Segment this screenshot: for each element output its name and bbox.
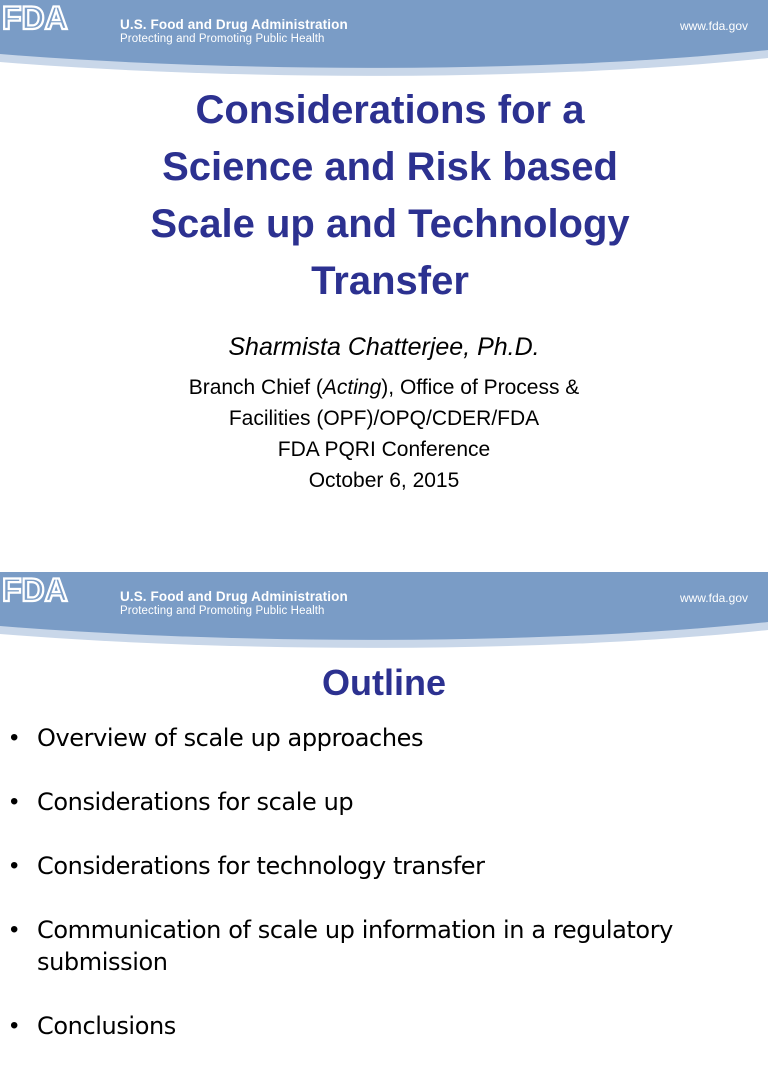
bullet-icon: •	[10, 788, 19, 815]
bullet-text: Considerations for technology transfer	[37, 852, 485, 880]
agency-name: U.S. Food and Drug Administration	[120, 17, 348, 32]
bullet-text: Overview of scale up approaches	[37, 724, 424, 752]
fda-url-link[interactable]: www.fda.gov	[679, 591, 748, 605]
outline-title: Outline	[322, 662, 446, 703]
bullet-icon: •	[10, 852, 19, 879]
fda-header-banner	[0, 0, 768, 84]
title-line-3: Scale up and Technology	[150, 202, 630, 246]
list-item	[0, 1010, 768, 1042]
list-item	[0, 722, 768, 754]
svg-text:FDA: FDA	[2, 572, 68, 608]
list-item	[0, 914, 768, 978]
outline-list	[0, 722, 768, 1074]
bullet-icon: •	[10, 724, 19, 751]
fda-header-banner	[0, 572, 768, 656]
bullet-text: Communication of scale up information in a regulatory submission	[37, 916, 673, 976]
bullet-text: Considerations for scale up	[37, 788, 354, 816]
conference-line: FDA PQRI Conference	[277, 438, 491, 461]
role-acting: Acting	[322, 376, 382, 399]
svg-text:FDA: FDA	[2, 0, 68, 36]
author-details	[0, 372, 768, 496]
agency-tagline: Protecting and Promoting Public Health	[120, 33, 325, 45]
list-item	[0, 850, 768, 882]
slide-gap	[0, 560, 768, 572]
list-item	[0, 786, 768, 818]
date-line: October 6, 2015	[308, 469, 460, 492]
agency-tagline: Protecting and Promoting Public Health	[120, 605, 325, 617]
fda-url-link[interactable]: www.fda.gov	[679, 19, 748, 33]
bullet-text: Conclusions	[37, 1012, 176, 1040]
org-line: Facilities (OPF)/OPQ/CDER/FDA	[228, 407, 540, 430]
title-line-4: Transfer	[311, 259, 469, 303]
fda-logo-icon	[0, 572, 74, 606]
fda-logo-icon	[0, 0, 74, 34]
slide-title	[40, 82, 740, 310]
banner-background	[0, 572, 768, 656]
author-name: Sharmista Chatterjee, Ph.D.	[228, 333, 540, 361]
role-suffix: ), Office of Process &	[381, 376, 580, 399]
bullet-icon: •	[10, 916, 19, 943]
agency-name: U.S. Food and Drug Administration	[120, 589, 348, 604]
title-line-2: Science and Risk based	[162, 145, 618, 189]
agency-block	[120, 589, 348, 618]
agency-block	[120, 17, 348, 46]
title-line-1: Considerations for a	[195, 88, 585, 132]
outline-slide	[0, 572, 768, 1040]
role-line	[0, 372, 768, 403]
bullet-icon: •	[10, 1012, 19, 1039]
banner-background	[0, 0, 768, 84]
role-prefix: Branch Chief (	[188, 376, 323, 399]
